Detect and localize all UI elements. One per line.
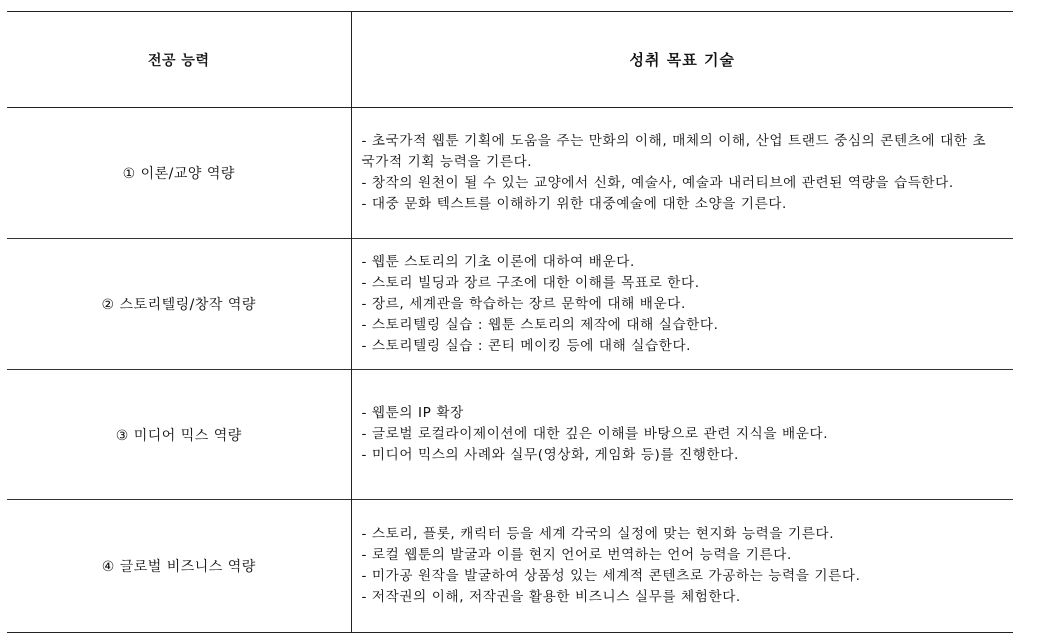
competency-description	[351, 108, 1013, 239]
bullet-item: - 스토리, 플롯, 캐릭터 등을 세계 각국의 실정에 맞는 현지화 능력을 기른다.	[361, 526, 835, 542]
competency-table-container	[7, 11, 1013, 633]
bullet-list	[362, 403, 1000, 466]
bullet-item: - 스토리 빌딩과 장르 구조에 대한 이해를 목표로 한다.	[361, 274, 700, 291]
bullet-item: - 미가공 원작을 발굴하여 상품성 있는 세계적 콘텐츠로 가공하는 능력을 기른다.	[361, 568, 861, 584]
bullet-list	[362, 252, 1000, 357]
bullet-item: - 스토리텔링 실습 : 웹툰 스토리의 제작에 대해 실습한다.	[361, 316, 719, 333]
bullet-list	[362, 131, 1000, 215]
competency-description	[351, 500, 1013, 633]
bullet-item: - 글로벌 로컬라이제이션에 대한 깊은 이해를 바탕으로 관련 지식을 배운다.	[361, 426, 829, 442]
competency-description	[351, 239, 1013, 370]
bullet-item: - 저작권의 이해, 저작권을 활용한 비즈니스 실무를 체험한다.	[361, 589, 741, 605]
bullet-item: - 스토리텔링 실습 : 콘티 메이킹 등에 대해 실습한다.	[361, 337, 692, 354]
bullet-item: - 웹툰의 IP 확장	[361, 405, 464, 421]
competency-label: ④ 글로벌 비즈니스 역량	[7, 500, 351, 633]
table-row	[7, 108, 1013, 239]
bullet-item: - 미디어 믹스의 사례와 실무(영상화, 게임화 등)를 진행한다.	[361, 447, 739, 463]
competency-label: ② 스토리텔링/창작 역량	[7, 239, 351, 370]
bullet-item: - 초국가적 웹툰 기획에 도움을 주는 만화의 이해, 매체의 이해, 산업 트랜드 중심의 콘텐츠에 대한 초국가적 기획 능력을 기른다.	[361, 133, 987, 170]
header-description: 성취 목표 기술	[629, 51, 735, 69]
bullet-list	[362, 524, 1000, 608]
bullet-item: - 장르, 세계관을 학습하는 장르 문학에 대해 배운다.	[361, 295, 686, 312]
competency-description	[351, 370, 1013, 500]
bullet-item: - 로컬 웹툰의 발굴과 이를 현지 언어로 번역하는 언어 능력을 기른다.	[361, 547, 792, 563]
header-competency: 전공 능력	[7, 12, 351, 108]
table-header-row	[7, 12, 1013, 108]
table-row	[7, 500, 1013, 633]
table-row	[7, 239, 1013, 370]
bullet-item: - 대중 문화 텍스트를 이해하기 위한 대중예술에 대한 소양을 기른다.	[361, 196, 787, 212]
table-row	[7, 370, 1013, 500]
bullet-item: - 창작의 원천이 될 수 있는 교양에서 신화, 예술사, 예술과 내러티브에 관련된 역량을 습득한다.	[361, 175, 954, 191]
competency-label: ③ 미디어 믹스 역량	[7, 370, 351, 500]
competency-label: ① 이론/교양 역량	[7, 108, 351, 239]
bullet-item: - 웹툰 스토리의 기초 이론에 대하여 배운다.	[361, 253, 635, 270]
competency-table	[7, 11, 1013, 633]
